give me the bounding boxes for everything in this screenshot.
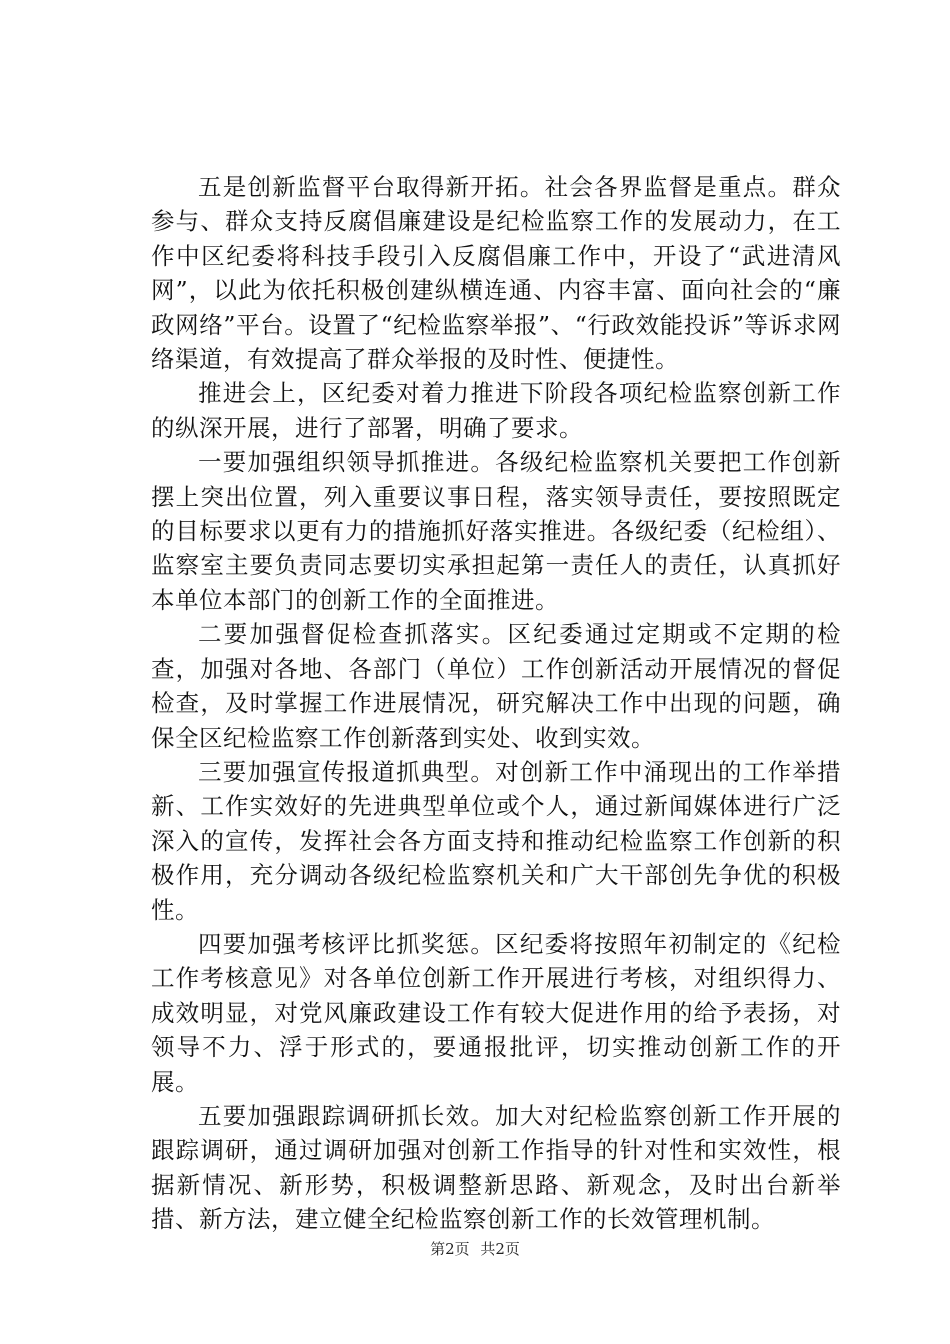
- paragraph-supervision-inspection: 二要加强督促检查抓落实。区纪委通过定期或不定期的检查，加强对各地、各部门（单位）工作创新活动开展情况的督促检查，及时掌握工作进展情况，研究解决工作中出现的问题，确保全区纪检监察工作创新落到实处、收到实效。: [151, 620, 841, 752]
- paragraph-publicity-reporting: 三要加强宣传报道抓典型。对创新工作中涌现出的工作举措新、工作实效好的先进典型单位或个人，通过新闻媒体进行广泛深入的宣传，发挥社会各方面支持和推动纪检监察工作创新的积极作用，充分调动各级纪检监察机关和广大干部创先争优的积极性。: [151, 757, 841, 924]
- paragraph-meeting-deployment: 推进会上，区纪委对着力推进下阶段各项纪检监察创新工作的纵深开展，进行了部署，明确了要求。: [151, 379, 841, 442]
- paragraph-tracking-research: 五要加强跟踪调研抓长效。加大对纪检监察创新工作开展的跟踪调研，通过调研加强对创新工作指导的针对性和实效性，根据新情况、新形势，积极调整新思路、新观念，及时出台新举措、新方法，建立健全纪检监察创新工作的长效管理机制。: [151, 1101, 841, 1234]
- page-total: 共2页: [480, 1240, 520, 1258]
- page-number: 第2页: [430, 1240, 470, 1258]
- paragraph-organization-leadership: 一要加强组织领导抓推进。各级纪检监察机关要把工作创新摆上突出位置，列入重要议事日程，落实领导责任，要按照既定的目标要求以更有力的措施抓好落实推进。各级纪委（纪检组）、监察室主要负责同志要切实承担起第一责任人的责任，认真抓好本单位本部门的创新工作的全面推进。: [151, 448, 841, 614]
- paragraph-assessment-evaluation: 四要加强考核评比抓奖惩。区纪委将按照年初制定的《纪检工作考核意见》对各单位创新工作开展进行考核，对组织得力、成效明显，对党风廉政建设工作有较大促进作用的给予表扬，对领导不力、浮于形式的，要通报批评，切实推动创新工作的开展。: [151, 929, 841, 1096]
- page-footer: [0, 1239, 950, 1259]
- document-body: [151, 170, 841, 1237]
- paragraph-innovation-platform: 五是创新监督平台取得新开拓。社会各界监督是重点。群众参与、群众支持反腐倡廉建设是纪检监察工作的发展动力，在工作中区纪委将科技手段引入反腐倡廉工作中，开设了“武进清风网”，以此为依托积极创建纵横连通、内容丰富、面向社会的“廉政网络”平台。设置了“纪检监察举报”、“行政效能投诉”等诉求网络渠道，有效提高了群众举报的及时性、便捷性。: [151, 173, 841, 374]
